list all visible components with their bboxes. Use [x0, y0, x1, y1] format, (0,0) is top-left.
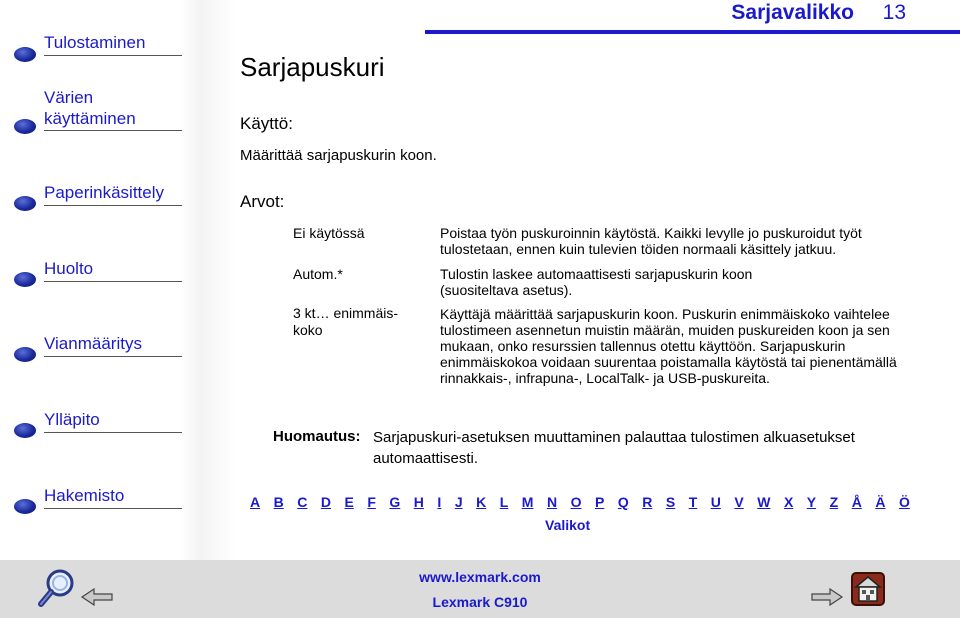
divider [44, 130, 182, 131]
bullet-icon [14, 119, 36, 134]
values-heading: Arvot: [240, 192, 285, 211]
sidebar-item-label: Hakemisto [44, 486, 125, 505]
sidebar-item-hakemisto[interactable] [0, 483, 190, 533]
divider [44, 205, 182, 206]
index-letter[interactable]: N [546, 494, 558, 510]
index-letter[interactable]: A [250, 494, 261, 510]
index-letter[interactable]: S [665, 494, 676, 510]
index-letter[interactable]: P [594, 494, 605, 510]
index-letter[interactable]: Ä [875, 494, 886, 510]
index-letter[interactable]: L [499, 494, 509, 510]
index-letter[interactable]: H [413, 494, 424, 510]
index-letter[interactable]: D [320, 494, 331, 510]
index-letter[interactable]: Ö [898, 494, 910, 510]
index-letter[interactable]: Å [851, 494, 862, 510]
header-divider [425, 30, 960, 34]
index-letter[interactable]: U [710, 494, 721, 510]
bullet-icon [14, 47, 36, 62]
sidebar [0, 0, 235, 560]
header-title[interactable]: Sarjavalikko [731, 1, 854, 24]
index-letter[interactable]: V [734, 494, 744, 510]
index-letter[interactable]: J [454, 494, 463, 510]
index-letter[interactable]: I [437, 494, 442, 510]
sidebar-item-varien-kayttaminen[interactable] [0, 86, 190, 146]
value-description: Käyttäjä määrittää sarjapuskurin koon. Puskurin enimmäiskoko vaihtelee tulostimeen asennetun muistin määrän, muiden puskureiden koon ja sen mukaan, onko resurssien tallennus otettu käyttöön. Sarjapuskurin enimmäiskokoa voidaan suurentaa poistamalla käytöstä tai pienentämällä rinnakkais-, infrapuna-, LocalTalk- ja USB-puskureita. [440, 306, 897, 386]
sidebar-item-label: Huolto [44, 259, 94, 278]
bullet-icon [14, 347, 36, 362]
sidebar-item-tulostaminen[interactable] [0, 30, 190, 80]
index-letter[interactable]: M [521, 494, 534, 510]
divider [44, 508, 182, 509]
sidebar-item-label: Vianmääritys [44, 334, 142, 353]
usage-heading: Käyttö: [240, 114, 293, 133]
sidebar-item-yllapito[interactable] [0, 407, 190, 457]
page-number: 13 [882, 1, 906, 24]
value-description: Poistaa työn puskuroinnin käytöstä. Kaikki levylle jo puskuroidut työt tulostetaan, ennen kuin tulevien töiden normaali käsittely jatkuu. [440, 225, 862, 257]
divider [44, 55, 182, 56]
alphabet-index [250, 494, 910, 510]
value-name: 3 kt… enimmäis- koko [293, 305, 399, 338]
usage-text: Määrittää sarjapuskurin koon. [240, 147, 437, 164]
index-letter[interactable]: C [297, 494, 308, 510]
sidebar-item-label: Tulostaminen [44, 33, 146, 52]
menus-link[interactable]: Valikot [545, 517, 591, 533]
index-letter[interactable]: Q [617, 494, 629, 510]
sidebar-item-label: Ylläpito [44, 410, 100, 429]
bullet-icon [14, 196, 36, 211]
footer-url[interactable]: www.lexmark.com [419, 569, 541, 585]
index-letter[interactable]: X [783, 494, 794, 510]
index-letter[interactable]: G [389, 494, 401, 510]
value-description: Tulostin laskee automaattisesti sarjapuskurin koon (suositeltava asetus). [440, 266, 753, 298]
index-letter[interactable]: R [642, 494, 653, 510]
value-name: Ei käytössä [293, 225, 365, 241]
value-name: Autom.* [293, 266, 343, 282]
divider [44, 281, 182, 282]
bullet-icon [14, 499, 36, 514]
page-title: Sarjapuskuri [240, 52, 385, 82]
bullet-icon [14, 423, 36, 438]
index-letter[interactable]: T [688, 494, 698, 510]
index-letter[interactable]: E [344, 494, 354, 510]
footer-model: Lexmark C910 [432, 594, 528, 610]
divider [44, 356, 182, 357]
sidebar-item-label: Värien käyttäminen [44, 88, 136, 128]
index-letter[interactable]: Z [829, 494, 839, 510]
index-letter[interactable]: O [570, 494, 582, 510]
index-letter[interactable]: F [367, 494, 376, 510]
note-label: Huomautus: [273, 428, 361, 445]
sidebar-item-paperinkasittely[interactable] [0, 180, 190, 230]
divider [44, 432, 182, 433]
note-text: Sarjapuskuri-asetuksen muuttaminen palauttaa tulostimen alkuasetukset automaattisesti. [373, 429, 855, 467]
sidebar-item-vianmaaritys[interactable] [0, 331, 190, 381]
sidebar-item-huolto[interactable] [0, 256, 190, 306]
index-letter[interactable]: W [757, 494, 771, 510]
index-letter[interactable]: K [476, 494, 487, 510]
index-letter[interactable]: Y [806, 494, 817, 510]
sidebar-item-label: Paperinkäsittely [44, 183, 165, 202]
index-letter[interactable]: B [273, 494, 284, 510]
bullet-icon [14, 272, 36, 287]
